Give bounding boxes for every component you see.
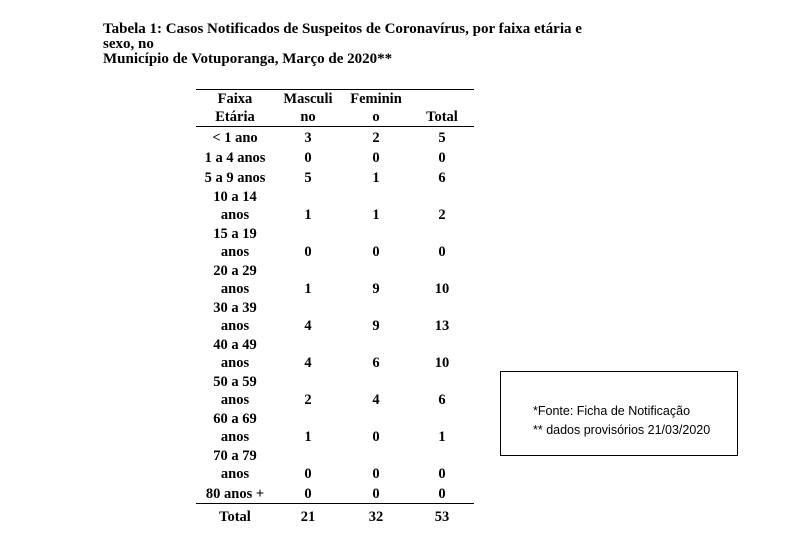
header-male-line-2: no xyxy=(274,108,342,127)
male-count-cell: 1 xyxy=(304,207,312,223)
male-count-cell: 0 xyxy=(274,483,342,504)
age-range-cell xyxy=(196,409,274,446)
female-count-cell: 0 xyxy=(372,244,380,260)
total-count-cell: 5 xyxy=(438,130,446,146)
age-range-text: anos xyxy=(220,392,250,408)
age-range-text: 1 a 4 anos xyxy=(204,150,266,166)
age-range-text: 20 a 29 xyxy=(213,263,257,279)
age-range-text: anos xyxy=(220,318,250,334)
age-range-text: 50 a 59 xyxy=(213,374,257,390)
table-row xyxy=(196,483,474,504)
age-range-cell xyxy=(196,372,274,409)
total-female: 32 xyxy=(368,509,384,525)
age-range-text: anos xyxy=(220,355,250,371)
age-range-cell xyxy=(196,298,274,335)
total-count-cell: 0 xyxy=(438,244,446,260)
header-female-line-2: o xyxy=(342,108,410,127)
table-row xyxy=(196,409,474,446)
table-row xyxy=(196,187,474,224)
header-female-line-1: Feminin xyxy=(350,91,402,107)
total-all: 53 xyxy=(434,509,450,525)
title-line-2: sexo, no xyxy=(103,36,154,52)
female-count-cell: 0 xyxy=(372,429,380,445)
age-range-text: anos xyxy=(220,466,250,482)
title-line-3: Município de Votuporanga, Março de 2020** xyxy=(103,51,393,67)
header-age-line-2: Etária xyxy=(196,108,274,127)
female-count-cell: 0 xyxy=(342,483,410,504)
age-range-text: 80 anos + xyxy=(205,486,265,502)
male-count-cell: 3 xyxy=(304,130,312,146)
table-row xyxy=(196,147,474,167)
total-count-cell: 0 xyxy=(410,483,474,504)
male-count-cell: 4 xyxy=(304,318,312,334)
age-range-text: 30 a 39 xyxy=(213,300,257,316)
total-male: 21 xyxy=(300,509,316,525)
table-row xyxy=(196,446,474,483)
table-row xyxy=(196,167,474,187)
age-range-cell xyxy=(196,446,274,483)
table-row xyxy=(196,372,474,409)
table-row xyxy=(196,335,474,372)
age-range-text: 15 a 19 xyxy=(213,226,257,242)
male-count-cell: 0 xyxy=(304,244,312,260)
male-count-cell: 4 xyxy=(304,355,312,371)
male-count-cell: 5 xyxy=(304,170,312,186)
age-range-cell xyxy=(196,261,274,298)
male-count-cell: 2 xyxy=(304,392,312,408)
female-count-cell: 6 xyxy=(372,355,380,371)
table-footer xyxy=(196,504,474,527)
age-range-text: anos xyxy=(220,207,250,223)
table-row xyxy=(196,224,474,261)
table-row xyxy=(196,298,474,335)
source-note-box xyxy=(500,371,738,456)
table-row xyxy=(196,261,474,298)
total-count-cell: 13 xyxy=(434,318,450,334)
age-range-text: 60 a 69 xyxy=(213,411,257,427)
female-count-cell: 9 xyxy=(372,318,380,334)
total-count-cell: 6 xyxy=(438,170,446,186)
header-age-line-1: Faixa xyxy=(217,91,253,107)
age-range-text: anos xyxy=(220,429,250,445)
age-range-text: anos xyxy=(220,244,250,260)
age-range-cell xyxy=(196,147,274,167)
female-count-cell: 9 xyxy=(372,281,380,297)
male-count-cell: 1 xyxy=(304,429,312,445)
age-range-text: < 1 ano xyxy=(212,130,258,146)
header-total-line-2: Total xyxy=(410,108,474,127)
table-body xyxy=(196,127,474,504)
age-range-cell xyxy=(196,127,274,148)
total-count-cell: 10 xyxy=(434,355,450,371)
male-count-cell: 1 xyxy=(304,281,312,297)
total-label: Total xyxy=(219,509,251,525)
source-note: *Fonte: Ficha de Notificação xyxy=(533,404,691,418)
age-range-cell xyxy=(196,224,274,261)
title-line-1: Tabela 1: Casos Notificados de Suspeitos de Coronavírus, por faixa etária e xyxy=(103,21,582,37)
total-count-cell: 6 xyxy=(438,392,446,408)
total-count-cell: 10 xyxy=(434,281,450,297)
total-count-cell: 0 xyxy=(438,150,446,166)
total-count-cell: 0 xyxy=(438,466,446,482)
table-title xyxy=(103,22,663,67)
age-range-cell xyxy=(196,483,274,504)
female-count-cell: 1 xyxy=(372,207,380,223)
female-count-cell: 0 xyxy=(372,466,380,482)
total-count-cell: 1 xyxy=(438,429,446,445)
header-total-line-1 xyxy=(410,90,474,109)
male-count-cell: 0 xyxy=(304,150,312,166)
female-count-cell: 4 xyxy=(372,392,380,408)
female-count-cell: 0 xyxy=(372,150,380,166)
age-range-text: anos xyxy=(220,281,250,297)
female-count-cell: 1 xyxy=(372,170,380,186)
header-male-line-1: Masculi xyxy=(283,91,333,107)
age-range-text: 10 a 14 xyxy=(213,189,257,205)
age-range-cell xyxy=(196,187,274,224)
age-range-cell xyxy=(196,167,274,187)
age-range-cell xyxy=(196,335,274,372)
provisional-note: ** dados provisórios 21/03/2020 xyxy=(533,423,711,437)
table-header xyxy=(196,90,474,127)
age-range-text: 70 a 79 xyxy=(213,448,257,464)
total-row xyxy=(196,504,474,527)
age-range-text: 5 a 9 anos xyxy=(204,170,266,186)
male-count-cell: 0 xyxy=(304,466,312,482)
female-count-cell: 2 xyxy=(372,130,380,146)
table-row xyxy=(196,127,474,148)
total-count-cell: 2 xyxy=(438,207,446,223)
age-range-text: 40 a 49 xyxy=(213,337,257,353)
cases-table xyxy=(196,89,474,526)
